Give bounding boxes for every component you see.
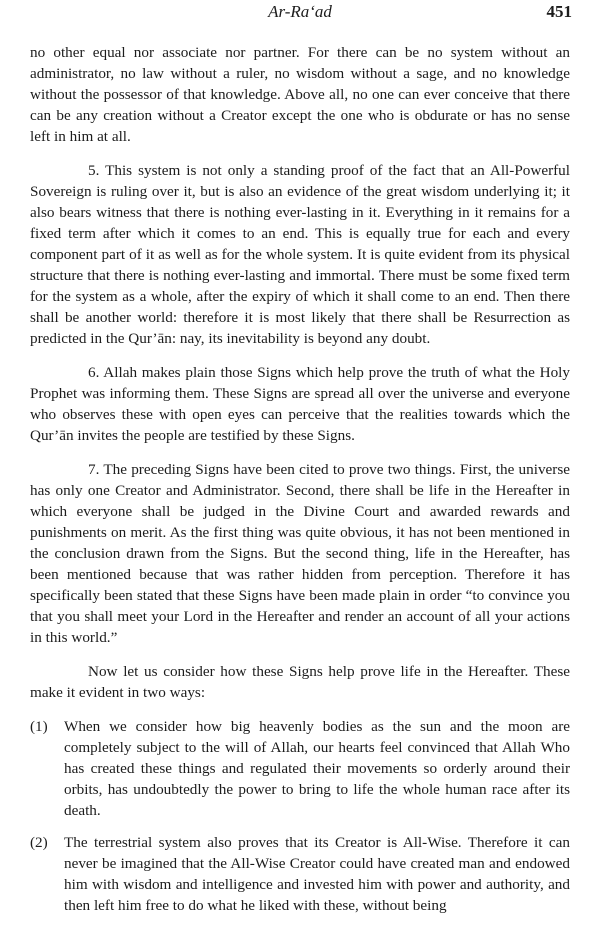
list-item-number: (1) — [30, 718, 48, 735]
paragraph-continuation: no other equal nor associate nor partner. For there can be no system without an administrator, no law without a ruler, no wisdom without a sage, and no knowledge without the possessor of that knowledge. Above all, no one can ever conceive that there can be any creation without a Creator except the one who is obdurate or has no sense left in him at all. — [30, 44, 570, 145]
list-item-text: The terrestrial system also proves that its Creator is All-Wise. Therefore it can never be imagined that the All-Wise Creator could have created man and endowed him with wisdom and intelligence and invested him with power and authority, and then left him free to do what he liked with these, without being — [64, 834, 570, 914]
list-item — [30, 832, 570, 916]
list-item-text: When we consider how big heavenly bodies as the sun and the moon are completely subject to the will of Allah, our hearts feel convinced that Allah Who has created these things and regulated their movements so orderly around their orbits, has undoubtedly the power to bring to life the whole human race after its death. — [64, 718, 570, 819]
list-item-number: (2) — [30, 834, 48, 851]
paragraph-intro-list: Now let us consider how these Signs help prove life in the Hereafter. These make it evident in two ways: — [30, 663, 570, 701]
paragraph-note-7: 7. The preceding Signs have been cited to prove two things. First, the universe has only one Creator and Administrator. Second, there shall be life in the Hereafter in which everyone shall be judged in the Divine Court and awarded rewards and punishments on merit. As the first thing was quite obvious, it has not been mentioned in the conclusion drawn from the Signs. But the second thing, life in the Hereafter, has been mentioned because that was rather hidden from perception. Therefore it has specifically been stated that these Signs have been made plain in order “to convince you that you shall meet your Lord in the Hereafter and render an account of all your actions in this world.” — [30, 461, 570, 646]
body-text — [30, 42, 570, 927]
running-header-title: Ar-Ra‘ad — [268, 2, 332, 21]
paragraph-note-6: 6. Allah makes plain those Signs which help prove the truth of what the Holy Prophet was informing them. These Signs are spread all over the universe and everyone who observes these with open eyes can perceive that the realities towards which the Qur’ān invites the people are testified by these Signs. — [30, 364, 570, 444]
paragraph-note-5: 5. This system is not only a standing proof of the fact that an All-Powerful Sovereign is ruling over it, but is also an evidence of the great wisdom underlying it; it also bears witness that there is nothing ever-lasting in it. Everything in it remains for a fixed term after which it comes to an end. This is equally true for each and every component part of it as well as for the whole system. It is quite evident from its physical structure that there is nothing ever-lasting and immortal. There must be some fixed term for the system as a whole, after the expiry of which it shall come to an end. Then there shall be another world: therefore it is most likely that there shall be Resurrection as predicted in the Qur’ān: nay, its inevitability is beyond any doubt. — [30, 162, 570, 347]
page-number: 451 — [546, 2, 572, 21]
list-item — [30, 716, 570, 821]
